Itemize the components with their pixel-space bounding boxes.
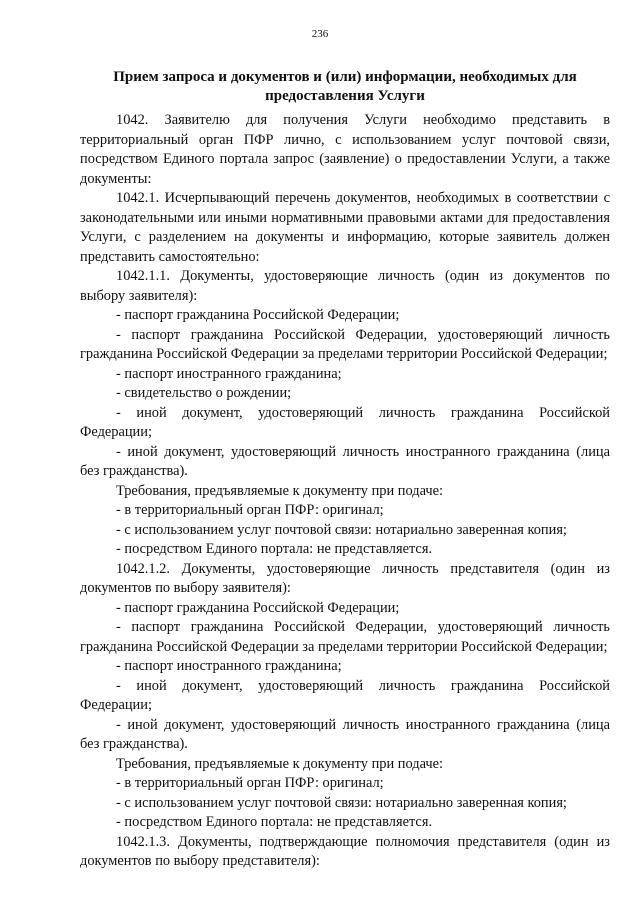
list-item: - иной документ, удостоверяющий личность гражданина Российской Федерации; (80, 677, 610, 713)
requirement-item: - в территориальный орган ПФР: оригинал; (116, 775, 384, 791)
list-item: - паспорт гражданина Российской Федерации, удостоверяющий личность гражданина Российской Федерации за пределами территории Российской Федерации; (80, 326, 610, 362)
paragraph-1042-1-3: 1042.1.3. Документы, подтверждающие полномочия представителя (один из документов по выбору представителя): (80, 833, 610, 869)
page-number: 236 (311, 28, 329, 40)
requirements-heading: Требования, предъявляемые к документу при подаче: (116, 482, 443, 499)
list-item: - свидетельство о рождении; (116, 385, 292, 401)
list-item: - иной документ, удостоверяющий личность гражданина Российской Федерации; (80, 404, 610, 440)
list-item: - иной документ, удостоверяющий личность иностранного гражданина (лица без гражданства). (80, 716, 610, 752)
list-item: - паспорт иностранного гражданина; (116, 365, 342, 382)
section-heading: Прием запроса и документов и (или) информации, необходимых для предоставления Услуги (113, 69, 577, 104)
list-item: - паспорт гражданина Российской Федерации; (116, 599, 400, 616)
paragraph-1042: 1042. Заявителю для получения Услуги необходимо представить в территориальный орган ПФР лично, с использованием услуг почтовой связи, посредством Единого портала запрос (заявление) о предоставлении Услуги, а также документы: (80, 112, 610, 187)
requirement-item: - с использованием услуг почтовой связи: нотариально заверенная копия; (116, 794, 567, 811)
list-item: - паспорт гражданина Российской Федерации, удостоверяющий личность гражданина Российской Федерации за пределами территории Российской Федерации; (80, 619, 610, 655)
requirement-item: - с использованием услуг почтовой связи: нотариально заверенная копия; (116, 521, 567, 538)
document-body (80, 111, 610, 872)
list-item: - паспорт иностранного гражданина; (116, 658, 342, 674)
paragraph-1042-1: 1042.1. Исчерпывающий перечень документов, необходимых в соответствии с законодательными или иными нормативными правовыми актами для предоставления Услуги, с разделением на документы и информацию, которые заявитель должен представить самостоятельно: (80, 190, 610, 265)
paragraph-1042-1-1: 1042.1.1. Документы, удостоверяющие личность (один из документов по выбору заявителя): (80, 268, 610, 304)
paragraph-1042-1-2: 1042.1.2. Документы, удостоверяющие личность представителя (один из документов по выбору заявителя): (80, 560, 610, 596)
requirement-item: - в территориальный орган ПФР: оригинал; (116, 502, 384, 518)
requirement-item: - посредством Единого портала: не представляется. (116, 541, 433, 557)
requirements-heading: Требования, предъявляемые к документу при подаче: (116, 755, 443, 772)
list-item: - паспорт гражданина Российской Федерации; (116, 307, 400, 323)
requirement-item: - посредством Единого портала: не представляется. (116, 814, 433, 830)
list-item: - иной документ, удостоверяющий личность иностранного гражданина (лица без гражданства). (80, 443, 610, 479)
